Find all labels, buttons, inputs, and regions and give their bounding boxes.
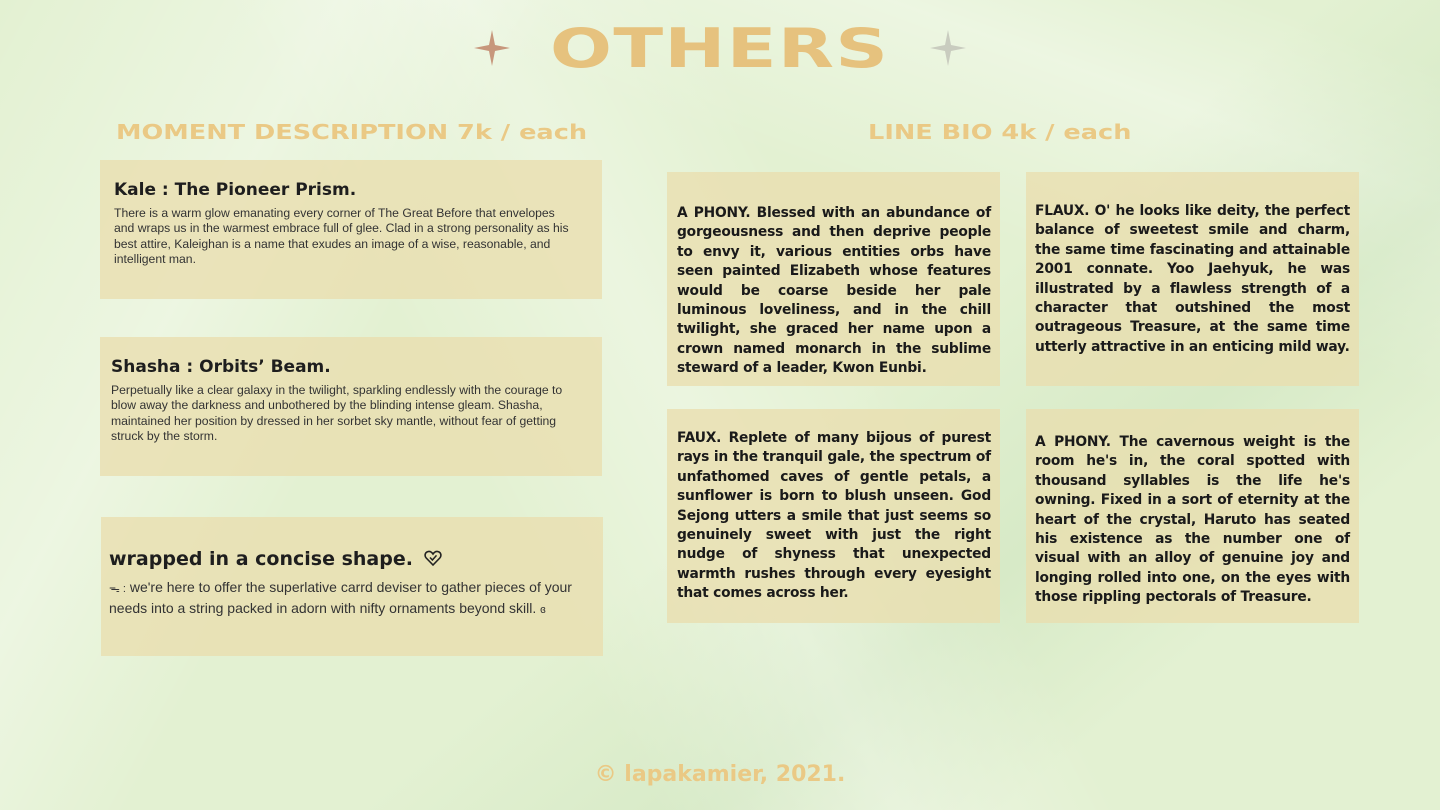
moment-card-text: There is a warm glow emanating every corner of The Great Before that envelopes and wraps us in the warmest embrace full of glee. Clad in a strong personality as his best attire, Kaleighan is a name that exudes an image of a wise, reasonable, and intelligent man. [114, 206, 569, 267]
moment-description-heading: MOMENT DESCRIPTION 7k / each [116, 120, 588, 144]
line-bio-heading: LINE BIO 4k / each [868, 120, 1132, 144]
bio-card-4 [1026, 409, 1359, 623]
concise-text [109, 578, 593, 620]
sparkle-left-icon [474, 30, 510, 66]
moment-card-shasha [100, 337, 602, 476]
bio-card-2 [1026, 172, 1359, 386]
bio-text: FLAUX. O' he looks like deity, the perfect balance of sweetest smile and charm, the same time fascinating and attainable 2001 connate. Yoo Jaehyuk, he was illustrated by a flawless strength of a character that outshined the most outrageous Treasure, at the same time utterly attractive in an enticing mild way. [1035, 203, 1350, 355]
bio-text: A PHONY. Blessed with an abundance of gorgeousness and then deprive people to envy it, various entities orbs have seen painted Elizabeth whose features would be coarse beside her pale luminous loveliness, and in the chill twilight, she graced her name upon a crown named monarch in the sublime steward of a leader, Kwon Eunbi. [677, 205, 991, 377]
moment-card-text: Perpetually like a clear galaxy in the twilight, sparkling endlessly with the courage to blow away the darkness and unbothered by the blinding intense gleam. Shasha, maintained her position by dressed in her sorbet sky mantle, without fear of getting struck by the storm. [111, 383, 563, 444]
bio-card-1 [667, 172, 1000, 386]
moment-card-kale [100, 160, 602, 299]
title-row [0, 12, 1440, 84]
concise-body: we're here to offer the superlative carrd deviser to gather pieces of your needs into a string packed in adorn with nifty ornaments beyond skill. [109, 579, 572, 616]
moment-card-title: Kale : The Pioneer Prism. [114, 180, 357, 200]
footer-copyright: © lapakamier, 2021. [594, 762, 846, 787]
bio-text: A PHONY. The cavernous weight is the room he's in, the coral spotted with thousand syllables is the life he's owning. Fixed in a sort of eternity at the heart of the crystal, Haruto has seated his existence as the number one of visual with an alloy of genuine joy and longing rolled into one, on the eyes with those rippling pectorals of Treasure. [1035, 434, 1350, 606]
concise-prefix: ᯓ : [109, 583, 126, 595]
bio-card-3 [667, 409, 1000, 623]
bio-text: FAUX. Replete of many bijous of purest rays in the tranquil gale, the spectrum of unfathomed caves of gentle petals, a sunflower is born to blush unseen. God Sejong utters a smile that just seems so genuinely sweet with just the right nudge of shyness that unexpected warmth rushes through every eyesight that comes across her. [677, 430, 991, 602]
sparkle-right-icon [930, 30, 966, 66]
concise-suffix: ɞ [540, 604, 546, 616]
page-title: OTHERS [550, 16, 890, 80]
heart-icon [424, 549, 442, 567]
concise-title-text: wrapped in a concise shape. [109, 548, 413, 570]
moment-card-title: Shasha : Orbits’ Beam. [111, 357, 331, 377]
concise-card [101, 517, 603, 656]
concise-heading [109, 548, 593, 570]
